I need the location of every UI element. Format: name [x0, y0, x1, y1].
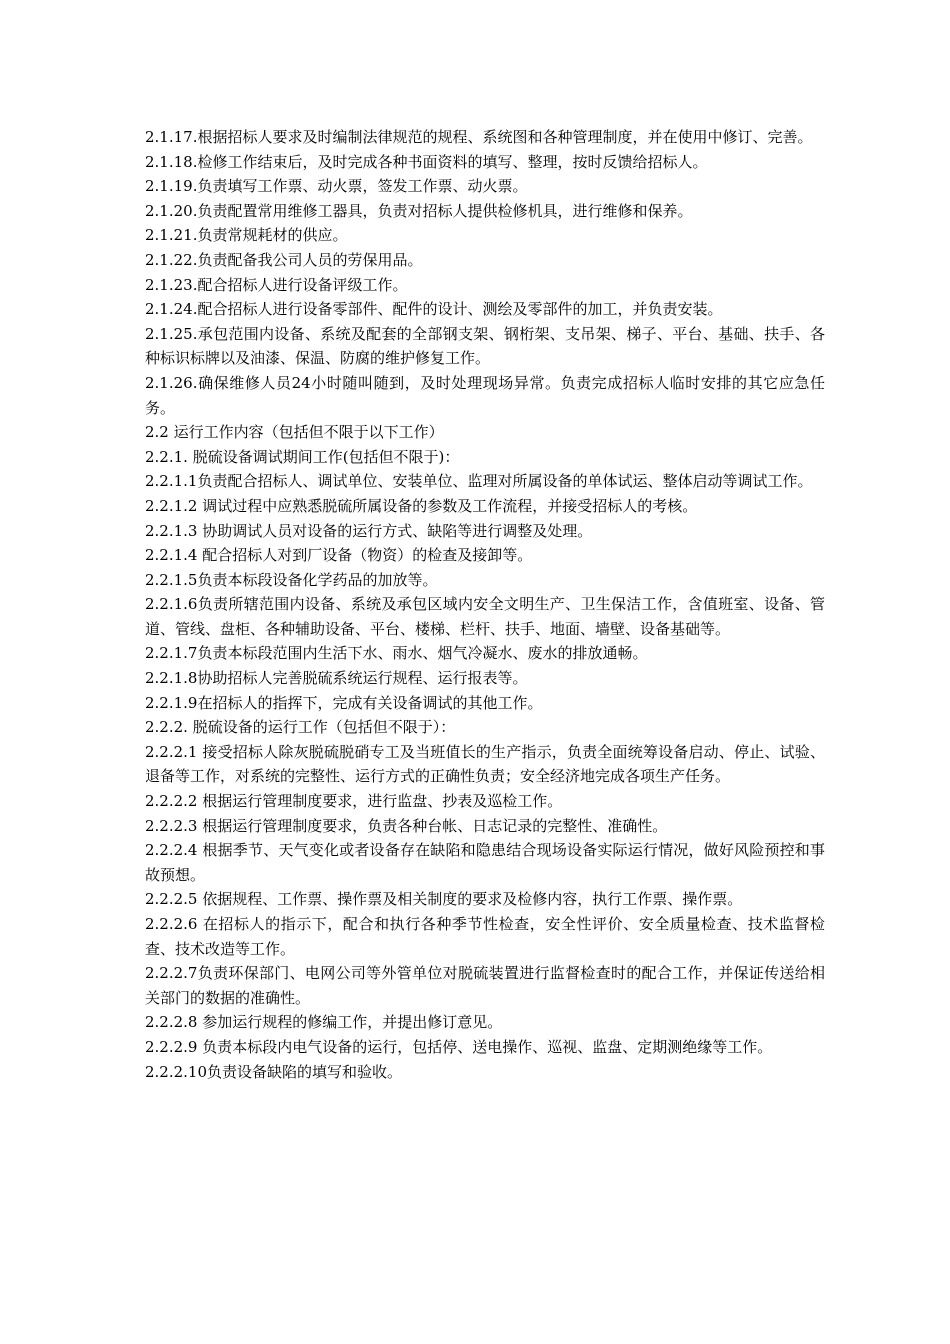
paragraph-2-2-1-7: 2.2.1.7负责本标段范围内生活下水、雨水、烟气冷凝水、废水的排放通畅。	[145, 644, 648, 663]
paragraph-2-2-1-3: 2.2.1.3 协助调试人员对设备的运行方式、缺陷等进行调整及处理。	[145, 521, 593, 540]
paragraph-2-1-26: 2.1.26.确保维修人员24小时随叫随到，及时处理现场异常。负责完成招标人临时安排的其它应急任务。	[145, 373, 825, 417]
paragraph-2-2-1-2: 2.2.1.2 调试过程中应熟悉脱硫所属设备的参数及工作流程，并接受招标人的考核。	[145, 496, 698, 515]
paragraph-2-1-24: 2.1.24.配合招标人进行设备零部件、配件的设计、测绘及零部件的加工，并负责安装。	[145, 300, 723, 319]
paragraph-2-2-2-5: 2.2.2.5 依据规程、工作票、操作票及相关制度的要求及检修内容，执行工作票、操作票。	[145, 890, 743, 909]
section-heading-2-2: 2.2 运行工作内容（包括但不限于以下工作）	[145, 423, 444, 442]
document-page	[145, 125, 825, 1084]
paragraph-2-2-1-9: 2.2.1.9在招标人的指挥下，完成有关设备调试的其他工作。	[145, 693, 543, 712]
paragraph-2-1-17: 2.1.17.根据招标人要求及时编制法律规范的规程、系统图和各种管理制度，并在使用中修订、完善。	[145, 128, 813, 146]
paragraph-2-2-1-6: 2.2.1.6负责所辖范围内设备、系统及承包区域内安全文明生产、卫生保洁工作，含值班室、设备、管道、管线、盘柜、各种辅助设备、平台、楼梯、栏杆、扶手、地面、墙壁、设备基础等。	[145, 595, 825, 638]
paragraph-2-2-2-9: 2.2.2.9 负责本标段内电气设备的运行，包括停、送电操作、巡视、监盘、定期测绝缘等工作。	[145, 1037, 773, 1056]
paragraph-2-2-2-6: 2.2.2.6 在招标人的指示下，配合和执行各种季节性检查，安全性评价、安全质量检查、技术监督检查、技术改造等工作。	[145, 915, 825, 958]
paragraph-2-1-25: 2.1.25.承包范围内设备、系统及配套的全部钢支架、钢桁架、支吊架、梯子、平台、基础、扶手、各种标识标牌以及油漆、保温、防腐的维护修复工作。	[145, 324, 825, 368]
paragraph-2-2-1-1: 2.2.1.1负责配合招标人、调试单位、安装单位、监理对所属设备的单体试运、整体启动等调试工作。	[145, 472, 813, 491]
paragraph-2-2-2-3: 2.2.2.3 根据运行管理制度要求，负责各种台帐、日志记录的完整性、准确性。	[145, 816, 668, 835]
paragraph-2-2-2-2: 2.2.2.2 根据运行管理制度要求，进行监盘、抄表及巡检工作。	[145, 792, 563, 811]
subsection-heading-2-2-2: 2.2.2. 脱硫设备的运行工作（包括但不限于）：	[145, 718, 456, 737]
paragraph-2-2-1-4: 2.2.1.4 配合招标人对到厂设备（物资）的检查及接卸等。	[145, 546, 533, 565]
paragraph-2-1-22: 2.1.22.负责配备我公司人员的劳保用品。	[145, 250, 423, 269]
paragraph-2-2-2-10: 2.2.2.10负责设备缺陷的填写和验收。	[145, 1062, 403, 1081]
paragraph-2-1-19: 2.1.19.负责填写工作票、动火票，签发工作票、动火票。	[145, 177, 528, 196]
paragraph-2-1-18: 2.1.18.检修工作结束后，及时完成各种书面资料的填写、整理，按时反馈给招标人。	[145, 152, 708, 171]
paragraph-2-1-20: 2.1.20.负责配置常用维修工器具，负责对招标人提供检修机具，进行维修和保养。	[145, 201, 693, 220]
paragraph-2-1-21: 2.1.21.负责常规耗材的供应。	[145, 226, 348, 245]
paragraph-2-1-23: 2.1.23.配合招标人进行设备评级工作。	[145, 275, 408, 294]
paragraph-2-2-1-5: 2.2.1.5负责本标段设备化学药品的加放等。	[145, 570, 438, 589]
paragraph-2-2-2-4: 2.2.2.4 根据季节、天气变化或者设备存在缺陷和隐患结合现场设备实际运行情况，做好风险预控和事故预想。	[145, 841, 825, 884]
paragraph-2-2-1-8: 2.2.1.8协助招标人完善脱硫系统运行规程、运行报表等。	[145, 669, 528, 688]
paragraph-2-2-2-8: 2.2.2.8 参加运行规程的修编工作，并提出修订意见。	[145, 1013, 503, 1032]
paragraph-2-2-2-1: 2.2.2.1 接受招标人除灰脱硫脱硝专工及当班值长的生产指示，负责全面统筹设备启动、停止、试验、退备等工作，对系统的完整性、运行方式的正确性负责；安全经济地完成各项生产任务。	[145, 742, 825, 786]
subsection-heading-2-2-1: 2.2.1. 脱硫设备调试期间工作(包括但不限于)：	[145, 447, 460, 466]
paragraph-2-2-2-7: 2.2.2.7负责环保部门、电网公司等外管单位对脱硫装置进行监督检查时的配合工作，并保证传送给相关部门的数据的准确性。	[145, 964, 825, 1007]
